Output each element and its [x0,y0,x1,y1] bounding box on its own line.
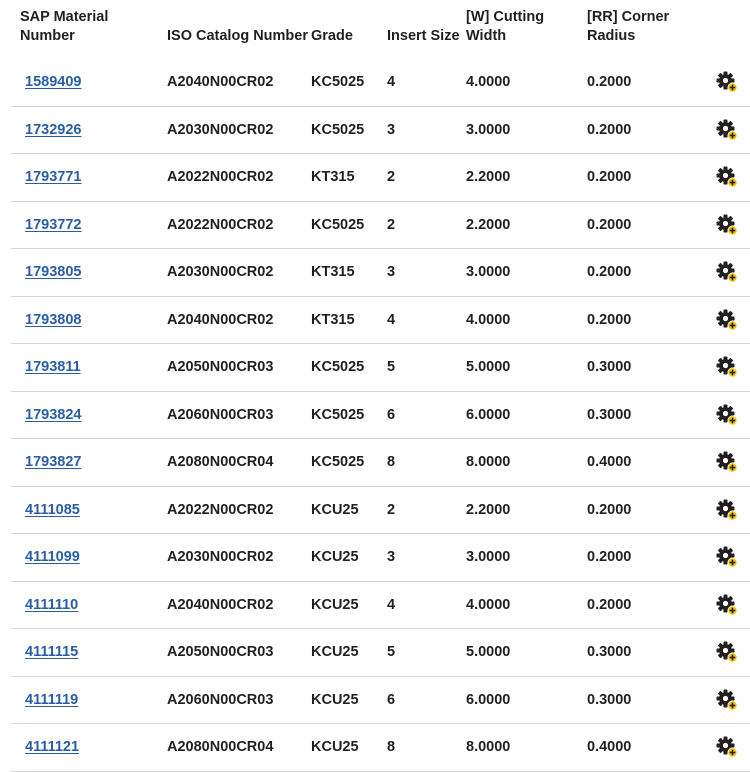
header-sap-material-number[interactable]: SAP Material Number [20,9,109,44]
configure-gear-icon[interactable] [715,260,739,284]
corner-radius-cell: 0.3000 [587,691,632,708]
insert-size-cell: 4 [387,311,396,328]
insert-size-cell: 8 [387,454,396,471]
cutting-width-cell: 3.0000 [466,264,511,281]
configure-gear-icon[interactable] [715,308,739,332]
insert-size-cell: 2 [387,501,396,518]
grade-cell: KCU25 [311,739,359,756]
grade-cell: KC5025 [311,74,365,91]
iso-catalog-number: A2040N00CR02 [167,74,274,91]
corner-radius-cell: 0.2000 [587,121,632,138]
sap-material-link[interactable]: 4111121 [25,739,80,756]
corner-radius-cell: 0.3000 [587,406,632,423]
configure-gear-icon[interactable] [715,213,739,237]
header-grade[interactable]: Grade [311,28,353,44]
insert-size-cell: 3 [387,549,396,566]
cutting-width-cell: 4.0000 [466,74,511,91]
table-row [11,344,750,392]
sap-material-link[interactable]: 4111119 [25,691,79,708]
cutting-width-cell: 2.2000 [466,169,511,186]
corner-radius-cell: 0.2000 [587,169,632,186]
product-table [11,0,750,772]
iso-catalog-number: A2022N00CR02 [167,169,274,186]
grade-cell: KC5025 [311,359,365,376]
table-row [11,582,750,630]
cutting-width-cell: 5.0000 [466,359,511,376]
header-iso-catalog-number[interactable]: ISO Catalog Number [167,28,308,44]
configure-gear-icon[interactable] [715,640,739,664]
header-actions [715,0,750,59]
configure-gear-icon[interactable] [715,593,739,617]
sap-material-link[interactable]: 1732926 [25,121,82,138]
corner-radius-cell: 0.4000 [587,454,632,471]
table-row [11,107,750,155]
iso-catalog-number: A2060N00CR03 [167,406,274,423]
table-row [11,202,750,250]
table-row [11,724,750,772]
table-row [11,297,750,345]
corner-radius-cell: 0.3000 [587,359,632,376]
header-corner-radius[interactable]: [RR] Corner Radius [587,9,670,44]
grade-cell: KT315 [311,311,355,328]
insert-size-cell: 5 [387,359,396,376]
iso-catalog-number: A2030N00CR02 [167,549,274,566]
sap-material-link[interactable]: 1793771 [25,169,82,186]
grade-cell: KT315 [311,264,355,281]
grade-cell: KCU25 [311,549,359,566]
configure-gear-icon[interactable] [715,545,739,569]
cutting-width-cell: 8.0000 [466,739,511,756]
table-row [11,677,750,725]
cutting-width-cell: 6.0000 [466,691,511,708]
configure-gear-icon[interactable] [715,165,739,189]
insert-size-cell: 5 [387,644,396,661]
cutting-width-cell: 5.0000 [466,644,511,661]
corner-radius-cell: 0.2000 [587,216,632,233]
iso-catalog-number: A2080N00CR04 [167,454,274,471]
iso-catalog-number: A2030N00CR02 [167,121,274,138]
table-row [11,534,750,582]
corner-radius-cell: 0.2000 [587,264,632,281]
grade-cell: KC5025 [311,406,365,423]
cutting-width-cell: 6.0000 [466,406,511,423]
corner-radius-cell: 0.2000 [587,311,632,328]
sap-material-link[interactable]: 4111115 [25,644,79,661]
table-row [11,439,750,487]
header-cutting-width[interactable]: [W] Cutting Width [466,9,545,44]
insert-size-cell: 3 [387,264,396,281]
iso-catalog-number: A2022N00CR02 [167,501,274,518]
insert-size-cell: 6 [387,691,396,708]
iso-catalog-number: A2050N00CR03 [167,359,274,376]
sap-material-link[interactable]: 1793811 [25,359,81,376]
grade-cell: KC5025 [311,121,365,138]
sap-material-link[interactable]: 4111110 [25,596,79,613]
sap-material-link[interactable]: 1793827 [25,454,82,471]
insert-size-cell: 3 [387,121,396,138]
configure-gear-icon[interactable] [715,735,739,759]
grade-cell: KC5025 [311,216,365,233]
cutting-width-cell: 3.0000 [466,121,511,138]
table-row [11,392,750,440]
corner-radius-cell: 0.2000 [587,549,632,566]
table-row [11,59,750,107]
grade-cell: KT315 [311,169,355,186]
insert-size-cell: 4 [387,596,396,613]
configure-gear-icon[interactable] [715,118,739,142]
corner-radius-cell: 0.4000 [587,739,632,756]
corner-radius-cell: 0.3000 [587,644,632,661]
configure-gear-icon[interactable] [715,498,739,522]
cutting-width-cell: 3.0000 [466,549,511,566]
table-body [11,59,750,772]
iso-catalog-number: A2050N00CR03 [167,644,274,661]
sap-material-link[interactable]: 1793808 [25,311,82,328]
corner-radius-cell: 0.2000 [587,501,632,518]
insert-size-cell: 6 [387,406,396,423]
grade-cell: KC5025 [311,454,365,471]
insert-size-cell: 2 [387,216,396,233]
insert-size-cell: 2 [387,169,396,186]
grade-cell: KCU25 [311,691,359,708]
sap-material-link[interactable]: 4111099 [25,549,80,566]
cutting-width-cell: 4.0000 [466,311,511,328]
iso-catalog-number: A2060N00CR03 [167,691,274,708]
corner-radius-cell: 0.2000 [587,74,632,91]
grade-cell: KCU25 [311,644,359,661]
sap-material-link[interactable]: 4111085 [25,501,80,518]
cutting-width-cell: 8.0000 [466,454,511,471]
corner-radius-cell: 0.2000 [587,596,632,613]
sap-material-link[interactable]: 1589409 [25,74,82,91]
configure-gear-icon[interactable] [715,355,739,379]
sap-material-link[interactable]: 1793805 [25,264,82,281]
grade-cell: KCU25 [311,501,359,518]
sap-material-link[interactable]: 1793824 [25,406,82,423]
configure-gear-icon[interactable] [715,688,739,712]
iso-catalog-number: A2080N00CR04 [167,739,274,756]
insert-size-cell: 4 [387,74,396,91]
iso-catalog-number: A2022N00CR02 [167,216,274,233]
table-row [11,629,750,677]
iso-catalog-number: A2040N00CR02 [167,311,274,328]
cutting-width-cell: 2.2000 [466,216,511,233]
cutting-width-cell: 2.2000 [466,501,511,518]
table-row [11,487,750,535]
sap-material-link[interactable]: 1793772 [25,216,82,233]
iso-catalog-number: A2030N00CR02 [167,264,274,281]
table-header [11,0,750,59]
configure-gear-icon[interactable] [715,450,739,474]
iso-catalog-number: A2040N00CR02 [167,596,274,613]
header-insert-size[interactable]: Insert Size [387,28,460,44]
table-row [11,154,750,202]
insert-size-cell: 8 [387,739,396,756]
cutting-width-cell: 4.0000 [466,596,511,613]
configure-gear-icon[interactable] [715,403,739,427]
grade-cell: KCU25 [311,596,359,613]
table-row [11,249,750,297]
configure-gear-icon[interactable] [715,70,739,94]
